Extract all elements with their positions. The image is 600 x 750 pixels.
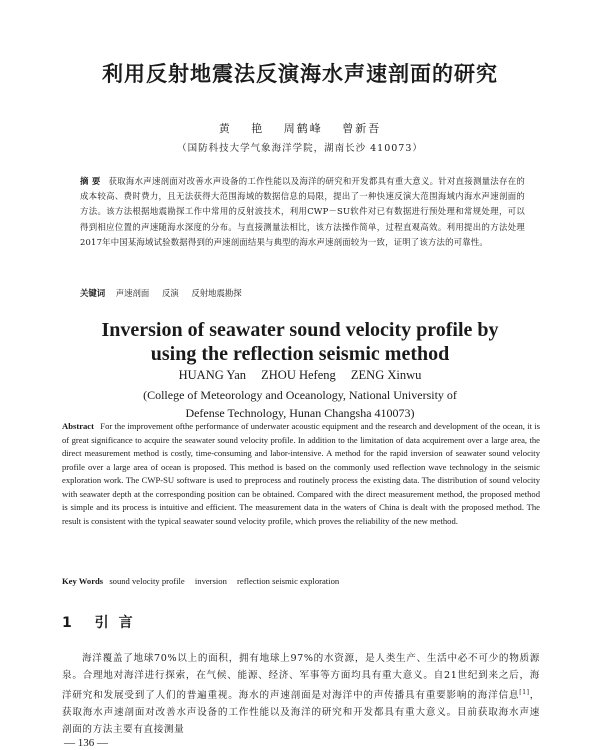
body-text-part2: ，获取海水声速剖面对改善水声设备的工作性能以及海洋的研究和开发都具有重大意义。目前获取海水声速剖面的方法主要有直接测量 [62,690,540,736]
chinese-abstract-text: 获取海水声速剖面对改善水声设备的工作性能以及海洋的研究和开发都具有重大意义。针对直接测量法存在的成本较高、费时费力，且无法获得大范围海域的数据信息的局限，提出了一种快速反演大范围海域内海水声速剖面的方法。该方法根据地震勘探工作中常用的反射波技术，利用CWP－SU软件对已有数据进行预处理和常规处理，可以得到相应位置的声速随海水深度的分布。与直接测量法相比，该方法操作简单，过程直观高效。利用提出的方法处理2017年中国某海域试验数据得到的声速剖面结果与典型的海水声速剖面较为一致，证明了该方法的可靠性。 [80,176,525,247]
citation-marker: [1] [519,689,530,696]
section-title: 引言 [94,615,143,631]
english-author: ZHOU Hefeng [261,368,336,382]
chinese-keywords [80,286,525,300]
section-heading [62,612,143,632]
english-abstract [62,420,540,528]
english-abstract-text: For the improvement ofthe performance of underwater acoustic equipment and the research and development of the ocean, it is of great significance to acquire the seawater sound velocity profile. In addition to the limitation of data acquirement over a large area, the direct measurement method is costly, time-consuming and labor-intensive. A method for the rapid inversion of seawater sound velocity profile over a large area of ocean is proposed. This method is based on the commonly used reflection wave technology in the seismic exploration work. The CWP-SU software is used to preprocess and routinely process the existing data. The distribution of sound velocity with seawater depth at the corresponding position can be obtained. Compared with the direct measurement method, the proposed method is simple and its process is intuitive and efficient. The measurement data in the waters of China is dealt with the proposed method. The result is consistent with the typical seawater sound velocity profile, which proves the reliability of the new method. [62,421,541,526]
page-number: — 136 — [64,737,108,749]
section-number: 1 [62,615,74,631]
english-abstract-label: Abstract [62,421,94,431]
body-paragraph [62,650,540,738]
chinese-keyword: 反演 [161,288,179,298]
body-text-part1: 海洋覆盖了地球70%以上的面积，拥有地球上97%的水资源，是人类生产、生活中必不可少的物质源泉。合理地对海洋进行探索，在气候、能源、经济、军事等方面均具有重大意义。自21世纪到来之后，海洋研究和发展受到了人们的普遍重视。海水的声速剖面是对海洋中的声传播具有重要影响的海洋信息 [62,653,540,702]
english-affiliation-line1: (College of Meteorology and Oceanology, National University of [143,388,457,402]
english-title-line2: using the reflection seismic method [150,343,450,365]
chinese-abstract [80,174,525,250]
chinese-keywords-label: 关键词 [80,288,106,298]
english-keywords [62,575,540,587]
english-keyword: inversion [194,576,227,586]
english-authors [0,368,600,383]
english-author: ZENG Xinwu [350,368,422,382]
english-affiliation [0,386,600,422]
chinese-abstract-label: 摘 要 [80,176,101,186]
english-keywords-label: Key Words [62,576,104,586]
english-title [0,318,600,366]
chinese-keyword: 反射地震勘探 [191,288,242,298]
english-keyword: sound velocity profile [109,576,185,586]
chinese-keyword: 声速剖面 [115,288,150,298]
english-affiliation-line2: Defense Technology, Hunan Changsha 410073) [185,406,415,420]
chinese-affiliation: （国防科技大学气象海洋学院，湖南长沙 410073） [177,143,423,154]
english-author: HUANG Yan [178,368,246,382]
english-keyword: reflection seismic exploration [237,576,340,586]
english-title-line1: Inversion of seawater sound velocity profile by [101,319,499,341]
chinese-authors: 黄 艳 周鹤峰 曾新吾 [218,122,382,135]
chinese-title: 利用反射地震法反演海水声速剖面的研究 [102,62,498,86]
